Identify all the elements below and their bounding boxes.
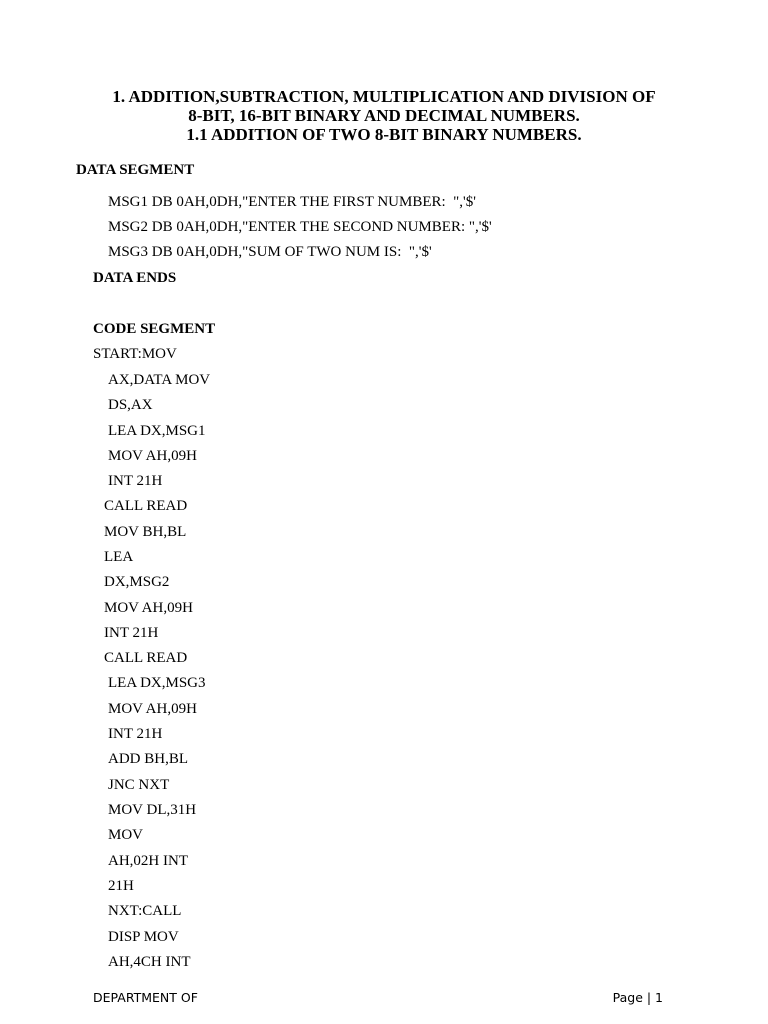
code-line: AH,4CH INT (108, 954, 191, 970)
code-line: MSG3 DB 0AH,0DH,"SUM OF TWO NUM IS: ",'$' (108, 244, 432, 260)
code-line: MOV AH,09H (104, 600, 193, 616)
document-title-line-2: 8-BIT, 16-BIT BINARY AND DECIMAL NUMBERS. (188, 106, 580, 125)
code-line: 21H (108, 878, 134, 894)
code-line: INT 21H (108, 473, 163, 489)
code-line: MOV AH,09H (108, 701, 197, 717)
code-line: DS,AX (108, 397, 153, 413)
data-segment-heading: DATA SEGMENT (76, 162, 195, 178)
code-line: MSG1 DB 0AH,0DH,"ENTER THE FIRST NUMBER: ",'$' (108, 194, 476, 210)
code-segment-heading: CODE SEGMENT (93, 321, 216, 337)
code-line: AX,DATA MOV (108, 372, 211, 388)
code-line: MOV BH,BL (104, 524, 187, 540)
code-line: NXT:CALL (108, 903, 182, 919)
code-line: CALL READ (104, 650, 188, 666)
code-line: DISP MOV (108, 929, 179, 945)
code-line: AH,02H INT (108, 853, 188, 869)
code-line: CALL READ (104, 498, 188, 514)
code-line: JNC NXT (108, 777, 170, 793)
section-title: 1.1 ADDITION OF TWO 8-BIT BINARY NUMBERS. (186, 125, 582, 144)
footer-page-number: Page | 1 (612, 990, 663, 1005)
code-line: LEA DX,MSG3 (108, 675, 206, 691)
code-line: START:MOV (93, 346, 177, 362)
code-line: DX,MSG2 (104, 574, 170, 590)
code-line: INT 21H (104, 625, 159, 641)
code-line: INT 21H (108, 726, 163, 742)
code-line: MOV AH,09H (108, 448, 197, 464)
code-line: MSG2 DB 0AH,0DH,"ENTER THE SECOND NUMBER: ",'$' (108, 219, 492, 235)
code-line: MOV (108, 827, 144, 843)
code-line: LEA (104, 549, 134, 565)
code-line: ADD BH,BL (108, 751, 189, 767)
footer-department: DEPARTMENT OF (93, 990, 198, 1005)
code-line: LEA DX,MSG1 (108, 423, 206, 439)
document-title-line-1: 1. ADDITION,SUBTRACTION, MULTIPLICATION AND DIVISION OF (112, 87, 656, 106)
code-line: MOV DL,31H (108, 802, 197, 818)
data-ends-label: DATA ENDS (93, 270, 177, 286)
